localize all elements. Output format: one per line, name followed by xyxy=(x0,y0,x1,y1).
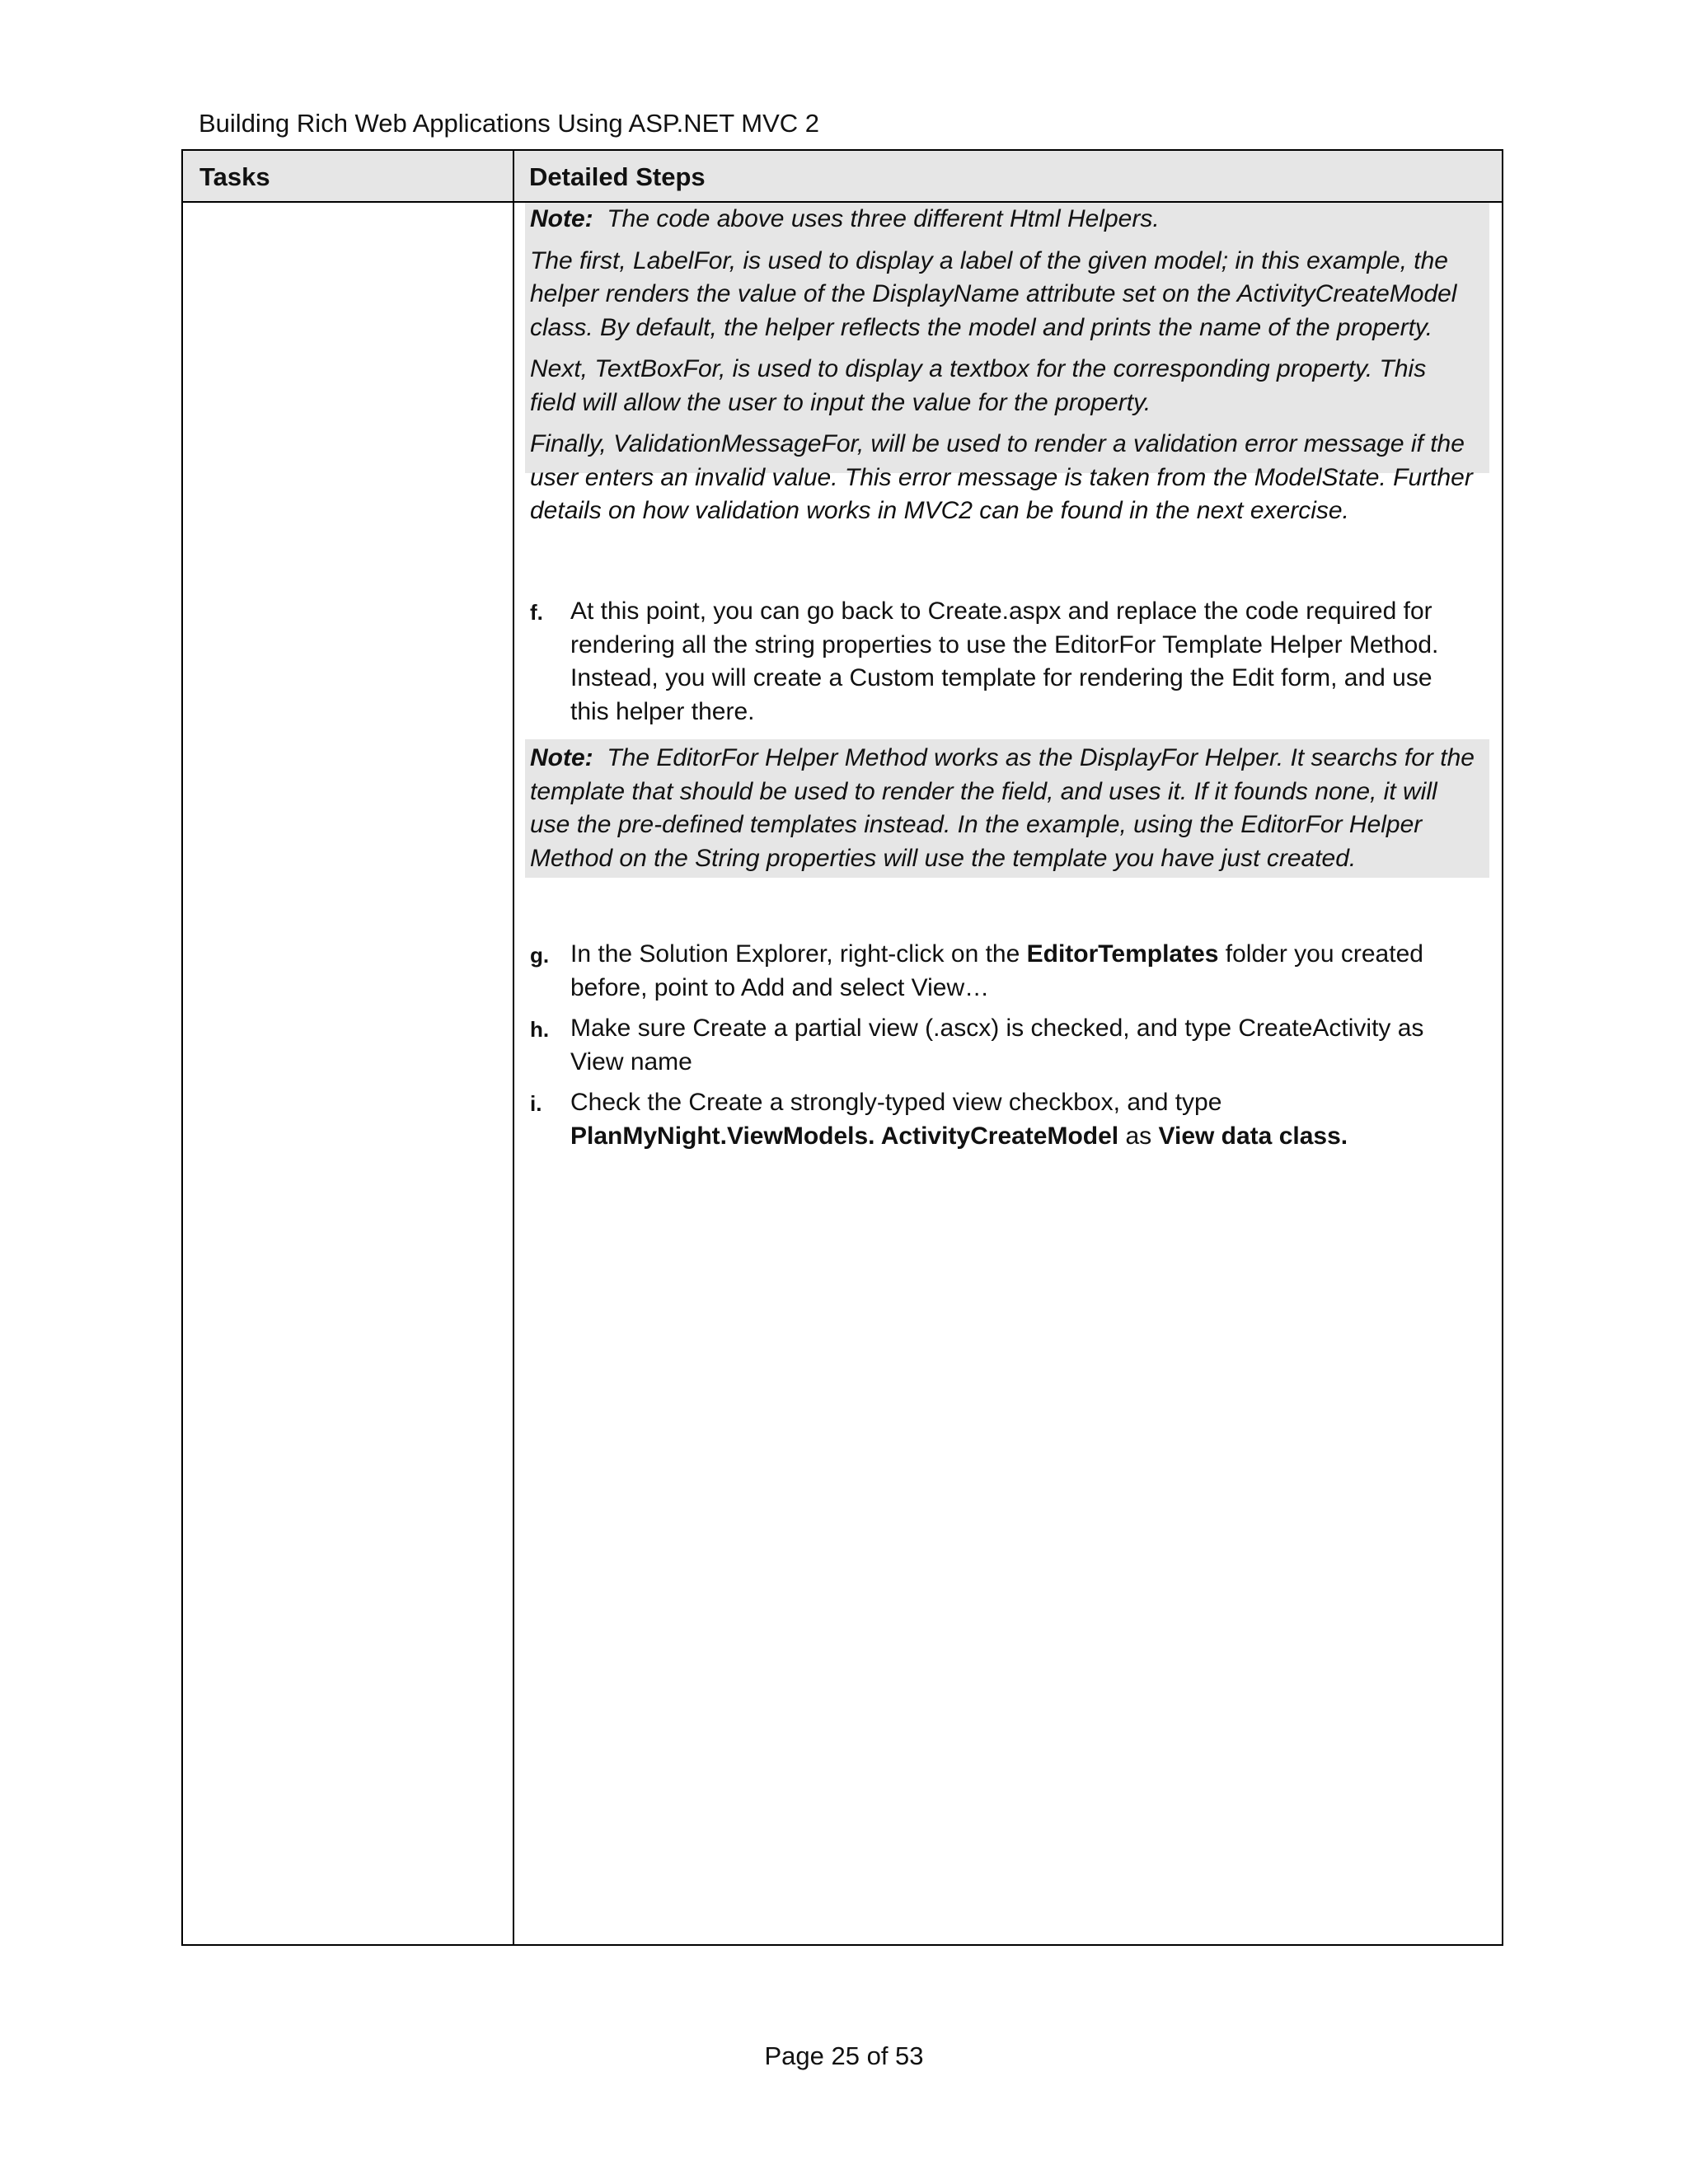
table-header-row xyxy=(183,151,1502,203)
step-text: as xyxy=(1118,1122,1159,1150)
note-label: Note: xyxy=(530,205,593,232)
step-line: Check the Create a strongly-typed view checkbox, and type xyxy=(570,1089,1222,1116)
step-letter: g. xyxy=(530,943,550,968)
column-divider xyxy=(513,151,514,1944)
step-letter: i. xyxy=(530,1091,542,1116)
step-line xyxy=(570,1120,1494,1154)
note-line xyxy=(530,203,1484,237)
step-line: Make sure Create a partial view (.ascx) is checked, and type CreateActivity as xyxy=(570,1015,1424,1042)
step-g xyxy=(530,938,1494,1005)
note-line: Method on the String properties will use the template you have just created. xyxy=(530,844,1357,872)
note-line: details on how validation works in MVC2 can be found in the next exercise. xyxy=(530,497,1349,524)
step-line: View name xyxy=(570,1047,692,1076)
column-header-detailed-steps: Detailed Steps xyxy=(529,162,706,191)
note-line: template that should be used to render the field, and uses it. If it founds none, it will xyxy=(530,777,1437,805)
running-header: Building Rich Web Applications Using ASP.NET MVC 2 xyxy=(199,109,819,138)
note-paragraph xyxy=(530,245,1484,345)
note-line: helper renders the value of the DisplayName attribute set on the ActivityCreateModel xyxy=(530,280,1457,307)
step-h xyxy=(530,1012,1494,1079)
step-text: folder you created xyxy=(1218,940,1423,968)
step-line: At this point, you can go back to Create.aspx and replace the code required for xyxy=(570,598,1432,625)
step-line xyxy=(570,938,1494,972)
note-paragraph xyxy=(530,428,1484,528)
note-paragraph xyxy=(530,203,1484,237)
step-line: before, point to Add and select View… xyxy=(570,973,990,1001)
step-f xyxy=(530,595,1494,729)
step-letter: h. xyxy=(530,1017,550,1042)
column-header-tasks: Tasks xyxy=(199,162,270,191)
note-text: The code above uses three different Html Helpers. xyxy=(593,205,1160,232)
note-line: The first, LabelFor, is used to display a label of the given model; in this example, the xyxy=(530,246,1448,274)
editor-templates-folder-name: EditorTemplates xyxy=(1026,940,1219,968)
page-number-footer: Page 25 of 53 xyxy=(764,2041,924,2070)
view-model-class-name: PlanMyNight.ViewModels. ActivityCreateModel xyxy=(570,1122,1119,1150)
step-line: Instead, you will create a Custom template for rendering the Edit form, and use xyxy=(570,664,1432,691)
step-letter: f. xyxy=(530,600,543,625)
note-line: field will allow the user to input the value for the property. xyxy=(530,388,1151,416)
note-line: class. By default, the helper reflects the model and prints the name of the property. xyxy=(530,313,1433,341)
step-list-ghi xyxy=(530,938,1494,1160)
step-line: rendering all the string properties to use the EditorFor Template Helper Method. xyxy=(570,630,1439,658)
note-label: Note: xyxy=(530,744,593,771)
step-list-f xyxy=(530,595,1494,736)
note-line: Next, TextBoxFor, is used to display a textbox for the corresponding property. This xyxy=(530,355,1427,382)
note-line: user enters an invalid value. This error message is taken from the ModelState. Further xyxy=(530,463,1473,491)
step-i xyxy=(530,1086,1494,1153)
steps-table xyxy=(181,149,1503,1946)
note-box-html-helpers xyxy=(525,203,1489,524)
note-paragraph xyxy=(530,353,1484,419)
note-box-editorfor xyxy=(525,739,1489,878)
note-line: use the pre-defined templates instead. In the example, using the EditorFor Helper xyxy=(530,811,1423,838)
step-line: this helper there. xyxy=(570,697,755,725)
note-text: The EditorFor Helper Method works as the DisplayFor Helper. It searchs for the xyxy=(593,744,1475,771)
note-line xyxy=(530,742,1484,776)
note-line: Finally, ValidationMessageFor, will be used to render a validation error message if the xyxy=(530,430,1465,457)
view-data-class-label: View data class. xyxy=(1158,1122,1348,1150)
step-text: In the Solution Explorer, right-click on the xyxy=(570,940,1027,968)
